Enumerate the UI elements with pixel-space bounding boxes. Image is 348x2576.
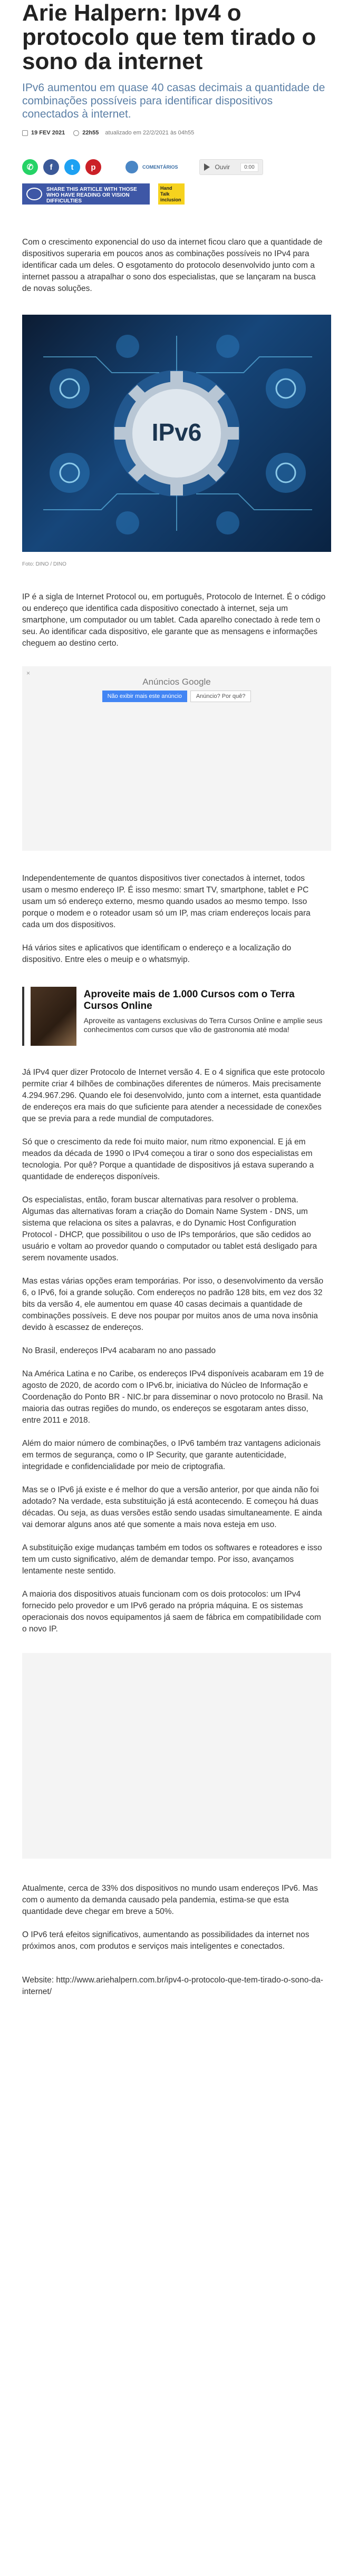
audio-time: 0:00 xyxy=(240,163,258,172)
why-ad-button[interactable]: Anúncio? Por quê? xyxy=(190,691,252,702)
clock-icon xyxy=(73,130,79,136)
paragraph: Só que o crescimento da rede foi muito maior, num ritmo exponencial. E já em meados da década de 1990 o IPv4 começou a tirar o sono dos especialistas em tecnologia. Por quê? Porque a quantidade de dispositivos já estava superando a quantidade de endereços disponíveis. xyxy=(22,1138,314,1181)
subheading: No Brasil, endereços IPv4 acabaram no ano passado xyxy=(22,1346,216,1355)
paragraph: Os especialistas, então, foram buscar alternativas para resolver o problema. Algumas das alternativas foram a criação do Domain Name System - DNS, um sistema que relaciona os sites a palavras, e do Dynamic Host Configuration Protocol - DHCP, que possibilitou o uso de IPs temporários, que são cedidos ao usuário e voltam ao provedor quando o computador ou tablet está desligado para serem novamente usados. xyxy=(22,1195,317,1262)
pinterest-icon[interactable]: p xyxy=(85,159,101,175)
paragraph: Independentemente de quantos dispositivos tiver conectados à internet, todos usam o mesmo endereço IP. É isso mesmo: smart TV, smartphone, tablet e PC usam um só endereço externo, mesmo quando usados ao mesmo tempo. Isso porque o modem e o roteador usam só um IP, mas criam endereços locais para cada um dos dispositivos. xyxy=(22,874,311,929)
ipv6-illustration xyxy=(22,315,331,552)
article-meta xyxy=(22,128,326,138)
paragraph: Na América Latina e no Caribe, os endereços IPv4 disponíveis acabaram em 19 de agosto de 2020, de acordo com o IPv6.br, iniciativa do Núcleo de Informação e Coordenação do Ponto BR - NIC.br para disseminar o novo protocolo no Brasil. Na maioria das outras regiões do mundo, os endereços se esgotaram antes disso, entre 2011 e 2018. xyxy=(22,1369,324,1425)
calendar-icon xyxy=(22,130,28,136)
updated-time: atualizado em 22/2/2021 às 04h55 xyxy=(105,130,195,136)
photo-credit: Foto: DINO / DINO xyxy=(22,561,66,567)
audio-label: Ouvir xyxy=(215,163,230,171)
promo-title[interactable]: Aproveite mais de 1.000 Cursos com o Terra Cursos Online xyxy=(83,989,295,1012)
paragraph: Além do maior número de combinações, o IPv6 também traz vantagens adicionais em termos de segurança, como o IP Security, que garante autenticidade, integridade e confidencialidade por meio de criptografia. xyxy=(22,1439,321,1471)
paragraph: Com o crescimento exponencial do uso da internet ficou claro que a quantidade de dispositivos superaria em poucos anos as combinações possíveis no IPv4 para identificar cada um deles. O esgotamento do protocolo desenvolvido junto com a internet passou a atrapalhar o sono dos especialistas, que se lançaram na busca de novas soluções. xyxy=(22,238,323,293)
promo-description: Aproveite as vantagens exclusivas do Terra Cursos Online e amplie seus conhecimentos com cursos que vão de gastronomia até moda! xyxy=(83,1016,323,1034)
promo-text xyxy=(84,987,326,1046)
paragraph: Há vários sites e aplicativos que identificam o endereço e a localização do dispositivo. Entre eles o meuip e o whatsmyip. xyxy=(22,944,292,964)
play-icon[interactable] xyxy=(204,163,210,171)
comments-label: COMENTÁRIOS xyxy=(142,164,178,170)
paragraph: A maioria dos dispositivos atuais funcionam com os dois protocolos: um IPv4 fornecido pelo provedor e um IPv6 gerado na própria máquina. E os sistemas operacionais dos novos equipamentos já saem de fábrica em compatibilidade com o novo IP. xyxy=(22,1590,321,1634)
ad-label: Anúncios Google xyxy=(142,677,211,687)
comment-icon xyxy=(125,161,138,173)
ad-buttons xyxy=(22,691,331,702)
accessibility-text: SHARE THIS ARTICLE WITH THOSE WHO HAVE READING OR VISION DIFFICULTIES xyxy=(46,187,137,204)
paragraph: Mas estas várias opções eram temporárias. Por isso, o desenvolvimento da versão 6, o IPv6, foi a grande solução. Com endereços no padrão 128 bits, em vez dos 32 bits da versão 4, ele aumentou em quase 40 casas decimais a quantidade de combinações possíveis. E deve nos poupar por muitos anos de uma nova insônia devido à escassez de endereços. xyxy=(22,1277,324,1332)
ad-placeholder xyxy=(22,1653,331,1859)
accessibility-bar xyxy=(22,183,326,205)
stop-ad-button[interactable]: Não exibir mais este anúncio xyxy=(102,691,187,702)
share-bar xyxy=(22,159,326,176)
paragraph: A substituição exige mudanças também em todos os softwares e roteadores e isso tem um custo significativo, além de demandar tempo. Por isso, avançamos lentamente neste sentido. xyxy=(22,1543,322,1576)
hero-label: IPv6 xyxy=(151,419,202,446)
promo-card[interactable] xyxy=(22,987,326,1046)
whatsapp-icon[interactable]: ✆ xyxy=(22,159,38,175)
publish-time: 22h55 xyxy=(82,130,99,136)
paragraph: IP é a sigla de Internet Protocol ou, em português, Protocolo de Internet. É o código ou endereço que identifica cada dispositivo conectado à internet, seja um smartphone, um computador ou um tablet. Cada aparelho conectado à rede tem o seu. Ao identificar cada dispositivo, ele garante que as mensagens e informações cheguem ao destino certo. xyxy=(22,592,326,648)
promo-image xyxy=(31,987,76,1046)
paragraph: Mas se o IPv6 já existe e é melhor do que a versão anterior, por que ainda não foi adotado? Na verdade, esta substituição já está acontecendo. E começou há duas décadas. Ou seja, as duas versões estão sendo usadas simultaneamente. E ainda vai demorar alguns anos até que somente a mais nova esteja em uso. xyxy=(22,1485,322,1529)
paragraph: O IPv6 terá efeitos significativos, aumentando as possibilidades da internet nos próximos anos, com produtos e serviços mais inteligentes e conectados. xyxy=(22,1930,310,1951)
article-title: Arie Halpern: Ipv4 o protocolo que tem tirado o sono da internet xyxy=(22,0,316,74)
eye-icon xyxy=(26,188,42,200)
paragraph: Atualmente, cerca de 33% dos dispositivos no mundo usam endereços IPv6. Mas com o aumento da demanda causado pela pandemia, estima-se que esta quantidade deve chegar em breve a 50%. xyxy=(22,1884,318,1916)
website-link[interactable]: Website: http://www.ariehalpern.com.br/ipv4-o-protocolo-que-tem-tirado-o-sono-da-internet/ xyxy=(22,1976,323,1996)
hand-talk-logo[interactable]: Hand Talk inclusion xyxy=(158,183,185,205)
audio-player[interactable] xyxy=(199,159,263,175)
twitter-icon[interactable]: t xyxy=(64,159,80,175)
hero-image xyxy=(22,315,331,552)
article-subtitle: IPv6 aumentou em quase 40 casas decimais a quantidade de combinações possíveis para identificar dispositivos conectados à internet. xyxy=(22,82,325,120)
google-ad xyxy=(22,666,331,851)
close-icon[interactable]: × xyxy=(26,669,31,677)
comments-button[interactable] xyxy=(125,161,178,173)
accessibility-banner[interactable] xyxy=(22,183,150,205)
facebook-icon[interactable]: f xyxy=(43,159,59,175)
paragraph: Já IPv4 quer dizer Protocolo de Internet versão 4. E o 4 significa que este protocolo permite criar 4 bilhões de combinações diferentes de números. Mais precisamente 4.294.967.296. Quando ele foi desenvolvido, junto com a internet, esta quantidade de endereços era mais do que suficiente para atender a necessidade de conexões que se previa para a rede mundial de computadores. xyxy=(22,1068,325,1123)
publish-date: 19 FEV 2021 xyxy=(31,130,65,136)
